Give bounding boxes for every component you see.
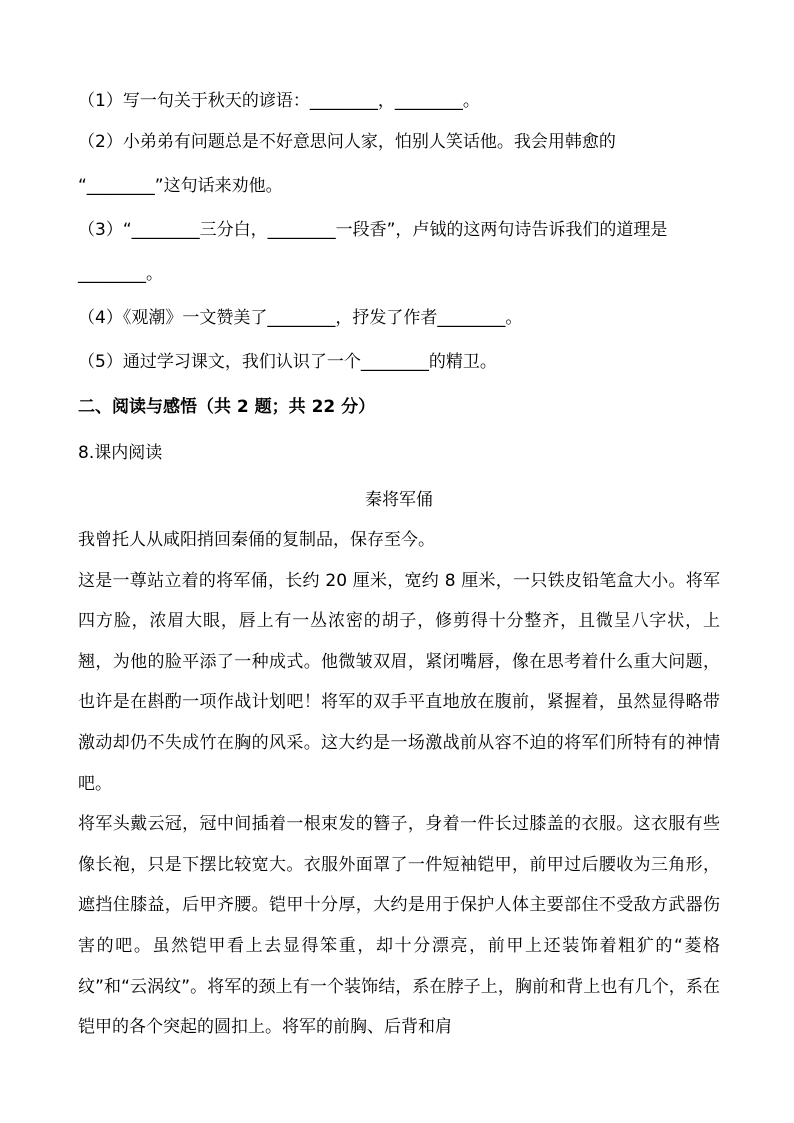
article-paragraph-1: 我曾托人从咸阳捎回秦俑的复制品，保存至今。 <box>78 530 435 550</box>
article-paragraph-2: 这是一尊站立着的将军俑，长约 20 厘米，宽约 8 厘米，一只铁皮铅笔盒大小。将军四方脸，浓眉大眼，唇上有一丛浓密的胡子，修剪得十分整齐，且微呈八字状，上翘，为他的脸平添了一种成式。他微皱双眉，紧闭嘴唇，像在思考着什么重大问题，也许是在斟酌一项作战计划吧！将军的双手平直地放在腹前，紧握着，虽然显得略带激动却仍不失成竹在胸的风采。这大约是一场激战前从容不迫的将军们所特有的神情吧。 <box>78 570 720 794</box>
document-page <box>78 82 720 1048</box>
question-5: （5）通过学习课文，我们认识了一个________的精卫。 <box>78 352 497 372</box>
question-3-line-2: ________。 <box>78 264 163 284</box>
question-2-line-2: “________”这句话来劝他。 <box>78 176 283 196</box>
article-title: 秦将军俑 <box>365 490 433 510</box>
subsection-heading: 8.课内阅读 <box>78 443 163 463</box>
section-heading: 二、阅读与感悟（共 2 题；共 22 分） <box>78 397 376 417</box>
question-4: （4）《观潮》一文赞美了________，抒发了作者________。 <box>78 308 523 328</box>
article-paragraph-3: 将军头戴云冠，冠中间插着一根束发的簪子，身着一件长过膝盖的衣服。这衣服有些像长袍，只是下摆比较宽大。衣服外面罩了一件短袖铠甲，前甲过后腰收为三角形，遮挡住膝益，后甲齐腰。铠甲十分厚，大约是用于保护人体主要部住不受敌方武器伤害的吧。虽然铠甲看上去显得笨重，却十分漂亮，前甲上还装饰着粗犷的“菱格纹”和“云涡纹”。将军的颈上有一个装饰结，系在脖子上，胸前和背上也有几个，系在铠甲的各个突起的圆扣上。将军的前胸、后背和肩 <box>78 814 720 1038</box>
question-3-line-1: （3）“________三分白，________一段香”，卢钺的这两句诗告诉我们的道理是 <box>78 220 668 240</box>
question-1: （1）写一句关于秋天的谚语：________，________。 <box>78 91 480 111</box>
question-2-line-1: （2）小弟弟有问题总是不好意思问人家，怕别人笑话他。我会用韩愈的 <box>78 132 616 152</box>
